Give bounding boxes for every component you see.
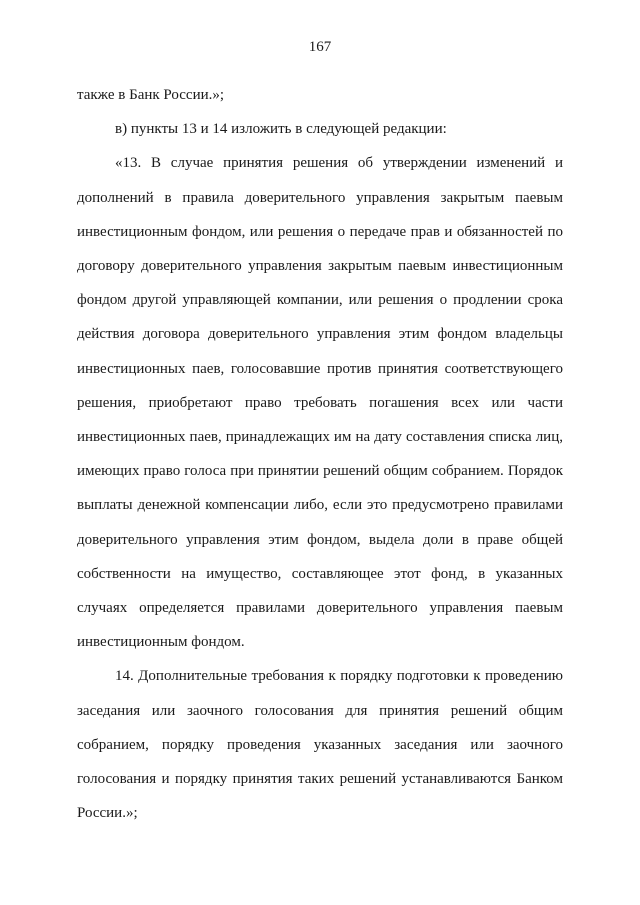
paragraph-continuation: также в Банк России.»; [77, 87, 225, 103]
document-body [77, 78, 563, 830]
paragraph-item-14: 14. Дополнительные требования к порядку подготовки к проведению заседания или заочного голосования для принятия решений общим собранием, порядку проведения указанных заседания или заочного голосования и порядку принятия таких решений устанавливаются Банком России.»; [77, 668, 563, 822]
paragraph-item-13: «13. В случае принятия решения об утверждении изменений и дополнений в правила доверительного управления закрытым паевым инвестиционным фондом, или решения о передаче прав и обязанностей по договору доверительного управления закрытым паевым инвестиционным фондом другой управляющей компании, или решения о продлении срока действия договора доверительного управления этим фондом владельцы инвестиционных паев, голосовавшие против принятия соответствующего решения, приобретают право требовать погашения всех или части инвестиционных паев, принадлежащих им на дату составления списка лиц, имеющих право голоса при принятии решений общим собранием. Порядок выплаты денежной компенсации либо, если это предусмотрено правилами доверительного управления этим фондом, выдела доли в праве общей собственности на имущество, составляющее этот фонд, в указанных случаях определяется правилами доверительного управления паевым инвестиционным фондом. [77, 155, 563, 651]
paragraph-amendment-intro: в) пункты 13 и 14 изложить в следующей редакции: [115, 121, 447, 138]
page-number: 167 [308, 39, 332, 55]
